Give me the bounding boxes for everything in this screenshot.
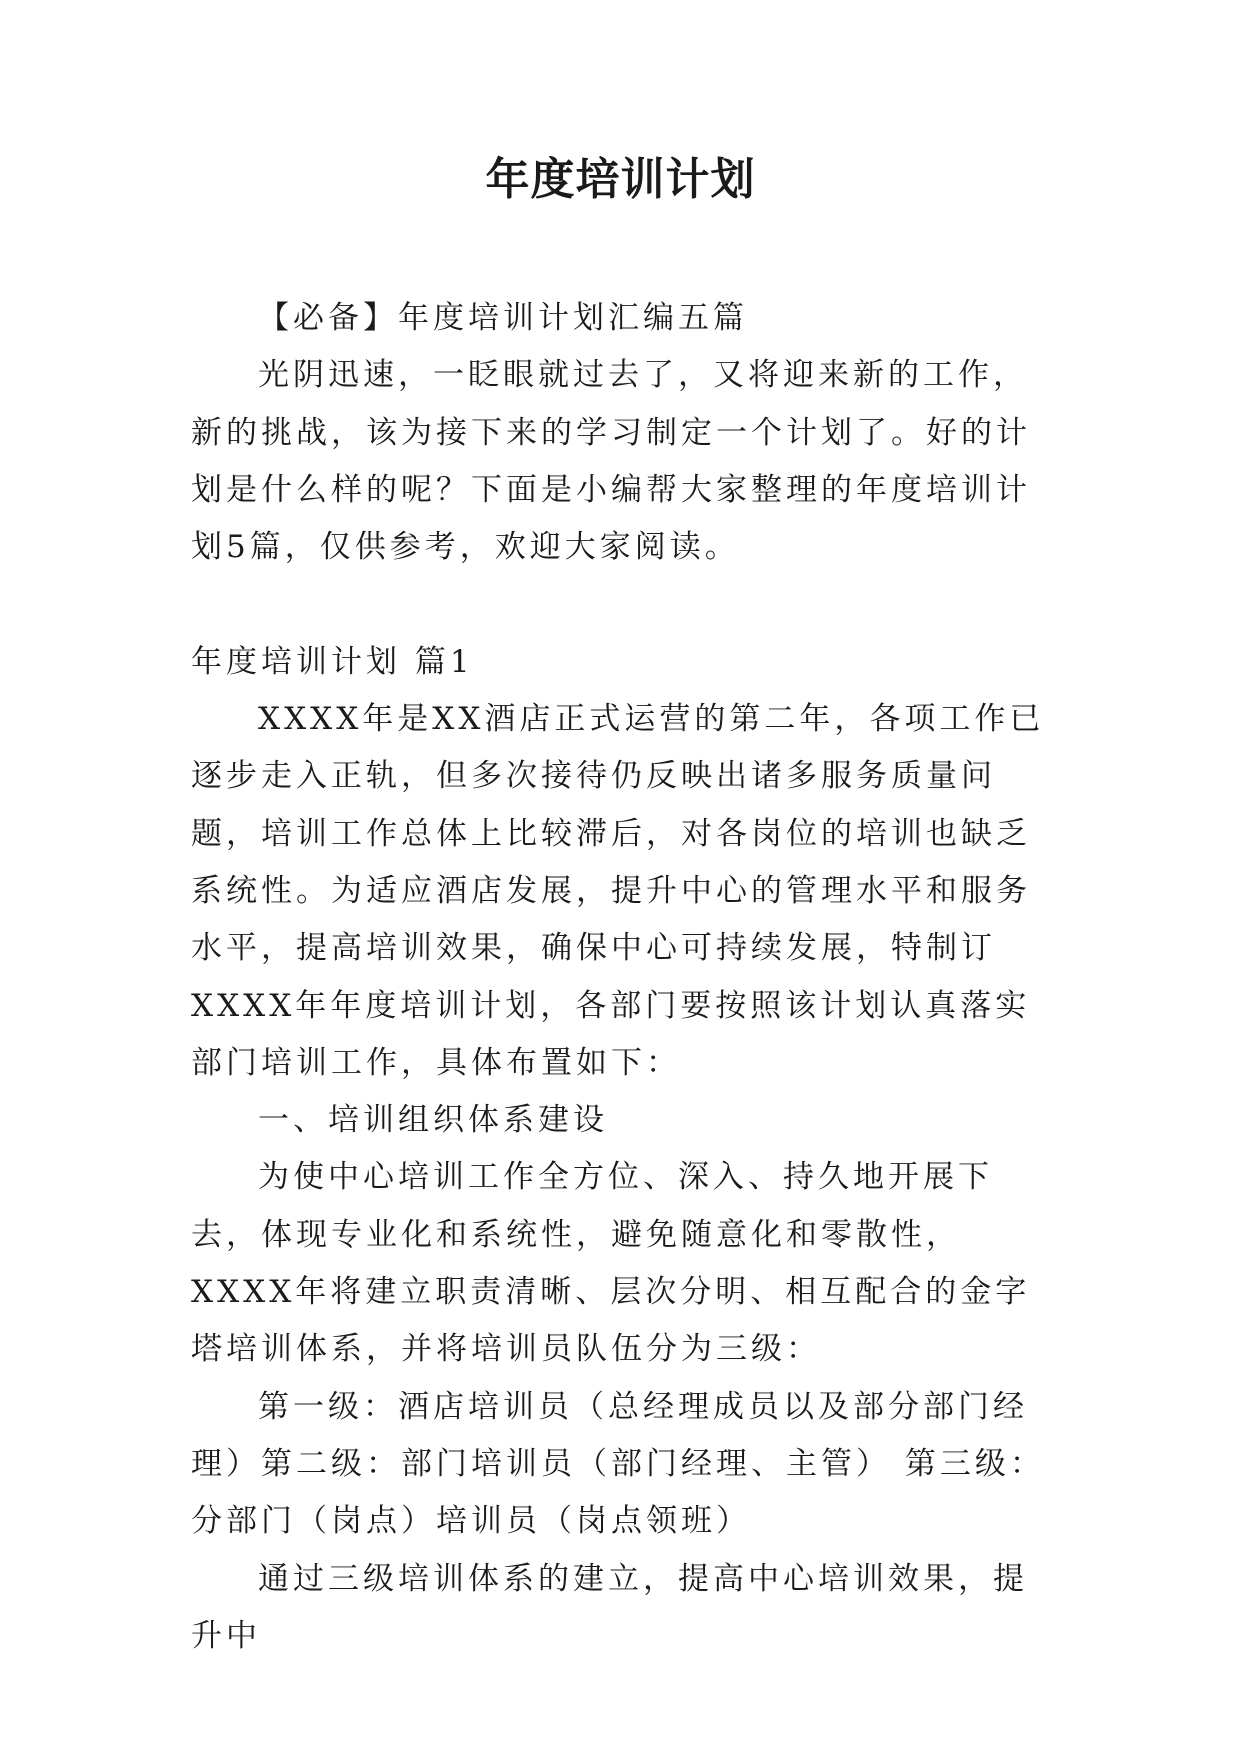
intro-paragraph: 光阴迅速，一眨眼就过去了，又将迎来新的工作，新的挑战，该为接下来的学习制定一个计划了。好的计划是什么样的呢？下面是小编帮大家整理的年度培训计划5篇，仅供参考，欢迎大家阅读。 bbox=[191, 357, 1031, 566]
subtitle-paragraph: 【必备】年度培训计划汇编五篇 bbox=[258, 300, 748, 336]
document-body bbox=[191, 290, 1051, 1665]
section-heading: 年度培训计划 篇1 bbox=[191, 643, 474, 680]
body-paragraph: XXXX年是XX酒店正式运营的第二年，各项工作已逐步走入正轨，但多次接待仍反映出诸多服务质量问题，培训工作总体上比较滞后，对各岗位的培训也缺乏系统性。为适应酒店发展，提升中心的管理水平和服务水平，提高培训效果，确保中心可持续发展，特制订XXXX年年度培训计划，各部门要按照该计划认真落实部门培训工作，具体布置如下： bbox=[191, 701, 1045, 1081]
subsection-heading: 一、培训组织体系建设 bbox=[258, 1102, 608, 1139]
body-paragraph: 第一级：酒店培训员（总经理成员以及部分部门经理）第二级：部门培训员（部门经理、主管） 第三级：分部门（岗点）培训员（岗点领班） bbox=[191, 1388, 1045, 1540]
body-paragraph: 为使中心培训工作全方位、深入、持久地开展下去，体现专业化和系统性，避免随意化和零散性，XXXX年将建立职责清晰、层次分明、相互配合的金字塔培训体系，并将培训员队伍分为三级： bbox=[191, 1159, 1031, 1368]
page-title: 年度培训计划 bbox=[485, 154, 756, 205]
body-paragraph: 通过三级培训体系的建立，提高中心培训效果，提升中 bbox=[191, 1560, 1028, 1654]
